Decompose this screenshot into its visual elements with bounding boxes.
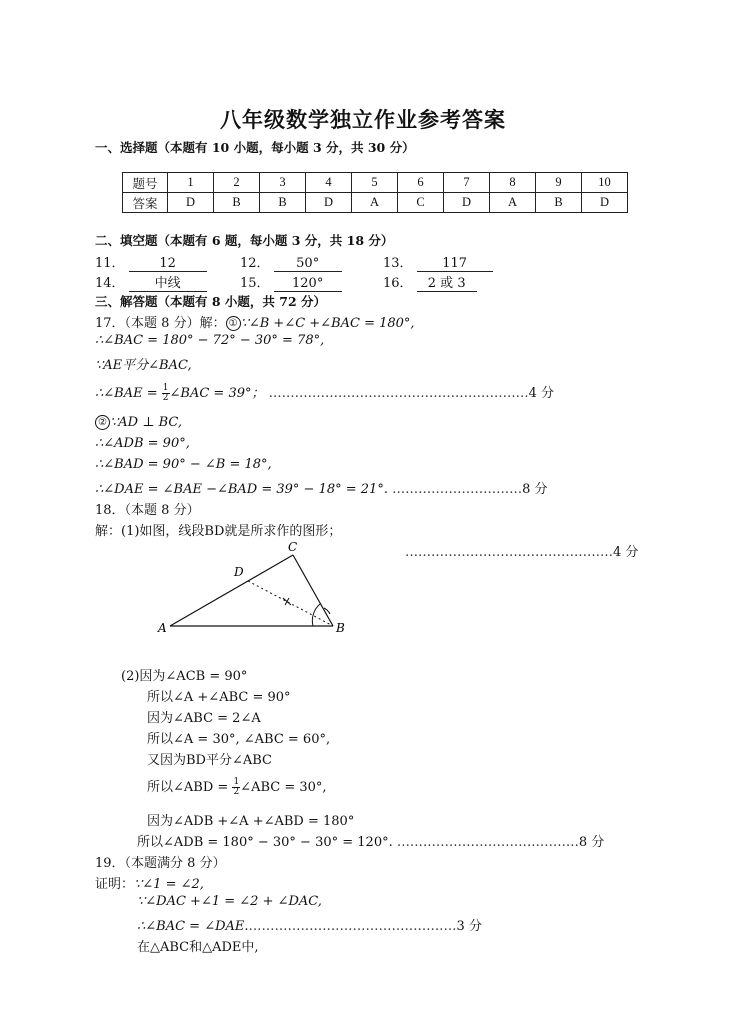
section1-heading: 一、选择题（本题有 10 小题，每小题 3 分，共 30 分） bbox=[95, 140, 415, 155]
fill-item-12 bbox=[240, 252, 342, 272]
q19-line-2: ∵∠DAC +∠1 = ∠2 + ∠DAC, bbox=[137, 894, 322, 909]
q18-line: 因为∠ABC = 2∠A bbox=[147, 711, 261, 726]
q17-line-8 bbox=[95, 478, 548, 497]
item-number: 16． bbox=[383, 276, 413, 291]
q19-proof-label: 证明： bbox=[95, 877, 135, 892]
table-cell: 9 bbox=[536, 173, 582, 193]
table-cell: B bbox=[214, 193, 260, 213]
row-label-number: 题号 bbox=[123, 173, 168, 193]
table-cell: 3 bbox=[260, 173, 306, 193]
table-cell: D bbox=[582, 193, 628, 213]
table-cell: D bbox=[168, 193, 214, 213]
leader-dots: …………………………………… bbox=[396, 835, 579, 850]
table-cell: 2 bbox=[214, 173, 260, 193]
item-number: 15． bbox=[240, 276, 270, 291]
q19-line-4: 在△ABC和△ADE中, bbox=[137, 940, 259, 955]
q18-part2: (2)因为∠ACB = 90° bbox=[121, 669, 248, 684]
vertex-label-b: B bbox=[336, 621, 345, 635]
fraction-numerator: 1 bbox=[162, 383, 169, 393]
q18-text: ∠ABC = 30°, bbox=[240, 780, 327, 795]
fraction-denominator: 2 bbox=[233, 787, 240, 797]
fill-item-15 bbox=[240, 272, 342, 292]
construction-mark-icon bbox=[283, 598, 291, 605]
q17-head: 17．（本题 8 分）解： bbox=[95, 316, 226, 331]
fraction-half bbox=[162, 384, 170, 403]
vertex-label-d: D bbox=[234, 565, 244, 579]
q19-line-3 bbox=[137, 915, 482, 934]
leader-dots: ………………………………………… bbox=[405, 545, 613, 560]
table-cell: A bbox=[490, 193, 536, 213]
construction-arc-icon bbox=[312, 604, 320, 626]
table-cell: B bbox=[260, 193, 306, 213]
q17-text: ∠BAC = 39°； bbox=[169, 386, 265, 401]
q18-line: 又因为BD平分∠ABC bbox=[147, 753, 272, 768]
score-label: 4 分 bbox=[613, 545, 639, 560]
table-cell: 6 bbox=[398, 173, 444, 193]
q17-line-1 bbox=[95, 312, 415, 331]
item-answer: 12 bbox=[129, 256, 207, 272]
q17-text: ∴∠BAE = bbox=[95, 386, 158, 401]
q18-head: 18．（本题 8 分） bbox=[95, 503, 200, 518]
vertex-label-a: A bbox=[158, 621, 167, 635]
q17-line-7: ∴∠BAD = 90° − ∠B = 18°, bbox=[95, 457, 272, 472]
q18-line: 所以∠A +∠ABC = 90° bbox=[147, 690, 291, 705]
q18-text: 所以∠ADB = 180° − 30° − 30° = 120°. bbox=[137, 835, 393, 850]
q17-line-6: ∴∠ADB = 90°, bbox=[95, 436, 190, 451]
q19-line-1 bbox=[95, 873, 204, 892]
item-answer: 120° bbox=[274, 276, 342, 292]
table-cell: 5 bbox=[352, 173, 398, 193]
score-label: 8 分 bbox=[578, 835, 605, 850]
q17-text: ∴∠DAE = ∠BAE −∠BAD = 39° − 18° = 21°. bbox=[95, 482, 388, 497]
table-cell: D bbox=[306, 193, 352, 213]
vertex-label-c: C bbox=[288, 540, 298, 554]
table-cell: 1 bbox=[168, 173, 214, 193]
fraction-numerator: 1 bbox=[233, 777, 240, 787]
section2-heading: 二、填空题（本题有 6 题，每小题 3 分，共 18 分） bbox=[95, 233, 394, 248]
q17-text: ∵∠B +∠C +∠BAC = 180°, bbox=[240, 316, 415, 331]
circled-one-icon: ① bbox=[226, 316, 241, 331]
q19-head: 19．（本题满分 8 分） bbox=[95, 856, 226, 871]
leader-dots: …………………………………………………… bbox=[268, 386, 529, 401]
q19-text: ∴∠BAC = ∠DAE. bbox=[137, 919, 249, 934]
fraction-half bbox=[232, 778, 240, 797]
q18-line: 所以∠A = 30°, ∠ABC = 60°, bbox=[147, 732, 331, 747]
q17-text: ∵AD ⊥ BC, bbox=[110, 415, 182, 430]
table-row-answers bbox=[123, 193, 628, 213]
q17-line-4 bbox=[95, 382, 554, 403]
triangle-diagram bbox=[150, 538, 370, 638]
q18-line-fraction bbox=[147, 776, 327, 797]
score-label: 8 分 bbox=[522, 482, 548, 497]
table-cell: 10 bbox=[582, 173, 628, 193]
table-cell: 4 bbox=[306, 173, 352, 193]
q17-line-2: ∴∠BAC = 180° − 72° − 30° = 78°, bbox=[95, 333, 325, 348]
segment-ac bbox=[170, 555, 293, 626]
circled-two-icon: ② bbox=[95, 415, 110, 430]
q18-part1: 解：(1)如图，线段BD就是所求作的图形； bbox=[95, 524, 342, 539]
item-number: 14． bbox=[95, 276, 125, 291]
item-number: 11． bbox=[95, 256, 125, 271]
item-number: 13． bbox=[383, 256, 413, 271]
table-cell: C bbox=[398, 193, 444, 213]
q18-line: 因为∠ADB +∠A +∠ABD = 180° bbox=[147, 814, 355, 829]
q19-text: ∵∠1 = ∠2, bbox=[134, 877, 204, 892]
item-answer: 117 bbox=[417, 256, 493, 272]
score-label: 3 分 bbox=[456, 919, 482, 934]
row-label-answer: 答案 bbox=[123, 193, 168, 213]
table-cell: 8 bbox=[490, 173, 536, 193]
leader-dots: ………………………… bbox=[392, 482, 523, 497]
fill-item-14 bbox=[95, 272, 207, 292]
q18-score-line bbox=[405, 541, 638, 560]
fraction-denominator: 2 bbox=[162, 393, 169, 403]
fill-item-16 bbox=[383, 272, 477, 292]
item-number: 12． bbox=[240, 256, 270, 271]
q17-line-5 bbox=[95, 415, 182, 430]
fill-item-13 bbox=[383, 252, 493, 272]
table-row-numbers bbox=[123, 173, 628, 193]
page-title: 八年级数学独立作业参考答案 bbox=[220, 107, 506, 132]
score-label: 4 分 bbox=[528, 386, 555, 401]
table-cell: A bbox=[352, 193, 398, 213]
table-cell: 7 bbox=[444, 173, 490, 193]
q18-line-final bbox=[137, 831, 604, 850]
q18-text: 所以∠ABD = bbox=[147, 780, 229, 795]
table-cell: D bbox=[444, 193, 490, 213]
table-cell: B bbox=[536, 193, 582, 213]
item-answer: 50° bbox=[274, 256, 342, 272]
fill-item-11 bbox=[95, 252, 207, 272]
leader-dots: ………………………………………… bbox=[248, 919, 457, 934]
item-answer: 2 或 3 bbox=[417, 276, 477, 292]
answer-table bbox=[122, 172, 628, 213]
section3-heading: 三、解答题（本题有 8 小题，共 72 分） bbox=[95, 294, 327, 309]
item-answer: 中线 bbox=[129, 276, 207, 292]
q17-line-3: ∵AE平分∠BAC, bbox=[95, 358, 192, 373]
